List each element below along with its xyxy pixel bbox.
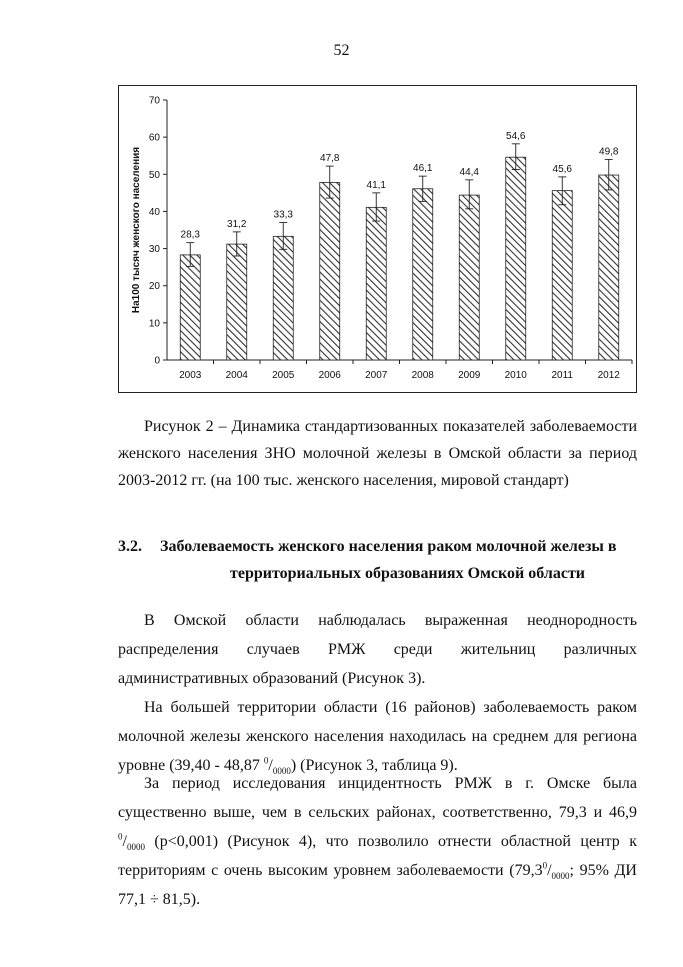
x-tick-label: 2007: [365, 370, 388, 381]
paragraph-2: [118, 693, 637, 780]
x-tick-label: 2009: [458, 370, 481, 381]
paragraph-3-text-end: ; 95% ДИ 77,1 ÷ 81,5).: [118, 862, 637, 908]
y-tick-label: 40: [148, 206, 160, 218]
y-tick-label: 0: [154, 355, 160, 367]
data-label: 44,4: [459, 166, 479, 178]
data-label: 46,1: [413, 163, 433, 175]
y-tick-label: 50: [148, 169, 160, 181]
y-tick-label: 20: [148, 281, 160, 293]
x-tick-label: 2012: [597, 370, 620, 381]
per-unit-sub: 0000: [272, 766, 291, 777]
x-tick-label: 2011: [551, 370, 574, 381]
x-tick-label: 2006: [318, 370, 341, 381]
paragraph-3-text-mid: (p<0,001) (Рисунок 4), что позволило отнести областной центр к территориям с очень высоким уровнем заболеваемости (79,3: [118, 833, 637, 879]
data-label: 54,6: [506, 130, 526, 142]
per-unit-sup: 0: [542, 860, 548, 871]
bar: [227, 244, 247, 360]
section-number: 3.2.: [118, 538, 142, 555]
page-number: 52: [333, 42, 350, 59]
data-label: 33,3: [273, 209, 293, 221]
data-label: 41,1: [366, 179, 386, 191]
per-unit-slash: /: [122, 833, 127, 850]
data-label: 47,8: [320, 153, 340, 165]
per-unit-sub: 0000: [551, 871, 570, 882]
data-label: 45,6: [552, 163, 572, 175]
figure-caption: Рисунок 2 – Динамика стандартизованных показателей заболеваемости женского населения ЗНО молочной железы в Омской области за период 2003-2012 гг. (на 100 тыс. женского населения, мировой стандарт): [118, 418, 637, 489]
section-title-line2: территориальных образованиях Омской области: [229, 565, 586, 582]
bar: [320, 182, 340, 360]
paragraph-3-text: За период исследования инцидентность РМЖ в г. Омске была существенно выше, чем в сельских районах, соответственно, 79,3 и 46,9: [118, 775, 637, 821]
per-unit-slash: /: [268, 757, 273, 774]
bar: [552, 191, 572, 360]
per-unit-slash: /: [547, 862, 552, 879]
paragraph-1: В Омской области наблюдалась выраженная неоднородность распределения случаев РМЖ среди жительниц различных административных образований (Рисунок 3).: [118, 612, 637, 687]
per-unit-sup: 0: [263, 755, 269, 766]
x-tick-label: 2010: [504, 370, 527, 381]
y-tick-label: 60: [148, 132, 160, 144]
y-tick-label: 70: [148, 95, 160, 107]
y-tick-label: 10: [148, 318, 160, 330]
paragraph-3: [118, 769, 637, 914]
bar-chart: [119, 86, 636, 392]
bar: [459, 195, 479, 360]
x-tick-label: 2004: [225, 370, 248, 381]
section-title-line1: Заболеваемость женского населения раком молочной железы в: [160, 538, 617, 555]
per-unit-sub: 0000: [126, 842, 145, 853]
data-label: 31,2: [227, 218, 247, 230]
y-tick-label: 30: [148, 244, 160, 256]
bar: [506, 157, 526, 360]
x-tick-label: 2005: [272, 370, 295, 381]
bar: [273, 236, 293, 360]
section-heading: [118, 533, 637, 587]
chart-frame: [118, 85, 637, 393]
data-label: 28,3: [180, 229, 200, 241]
x-tick-label: 2008: [411, 370, 434, 381]
bar: [366, 207, 386, 360]
per-unit-sup: 0: [118, 831, 123, 842]
bar: [599, 175, 619, 360]
data-label: 49,8: [599, 146, 619, 158]
x-tick-label: 2003: [179, 370, 202, 381]
paragraph-2-text: На большей территории области (16 районов) заболеваемость раком молочной железы женского населения находилась на среднем для региона уровне (39,40 - 48,87: [118, 699, 637, 774]
bar: [413, 189, 433, 360]
paragraph-2-text-end: ) (Рисунок 3, таблица 9).: [290, 757, 458, 774]
bar: [180, 255, 200, 360]
y-axis-label: На100 тысяч женского населения: [131, 146, 142, 314]
